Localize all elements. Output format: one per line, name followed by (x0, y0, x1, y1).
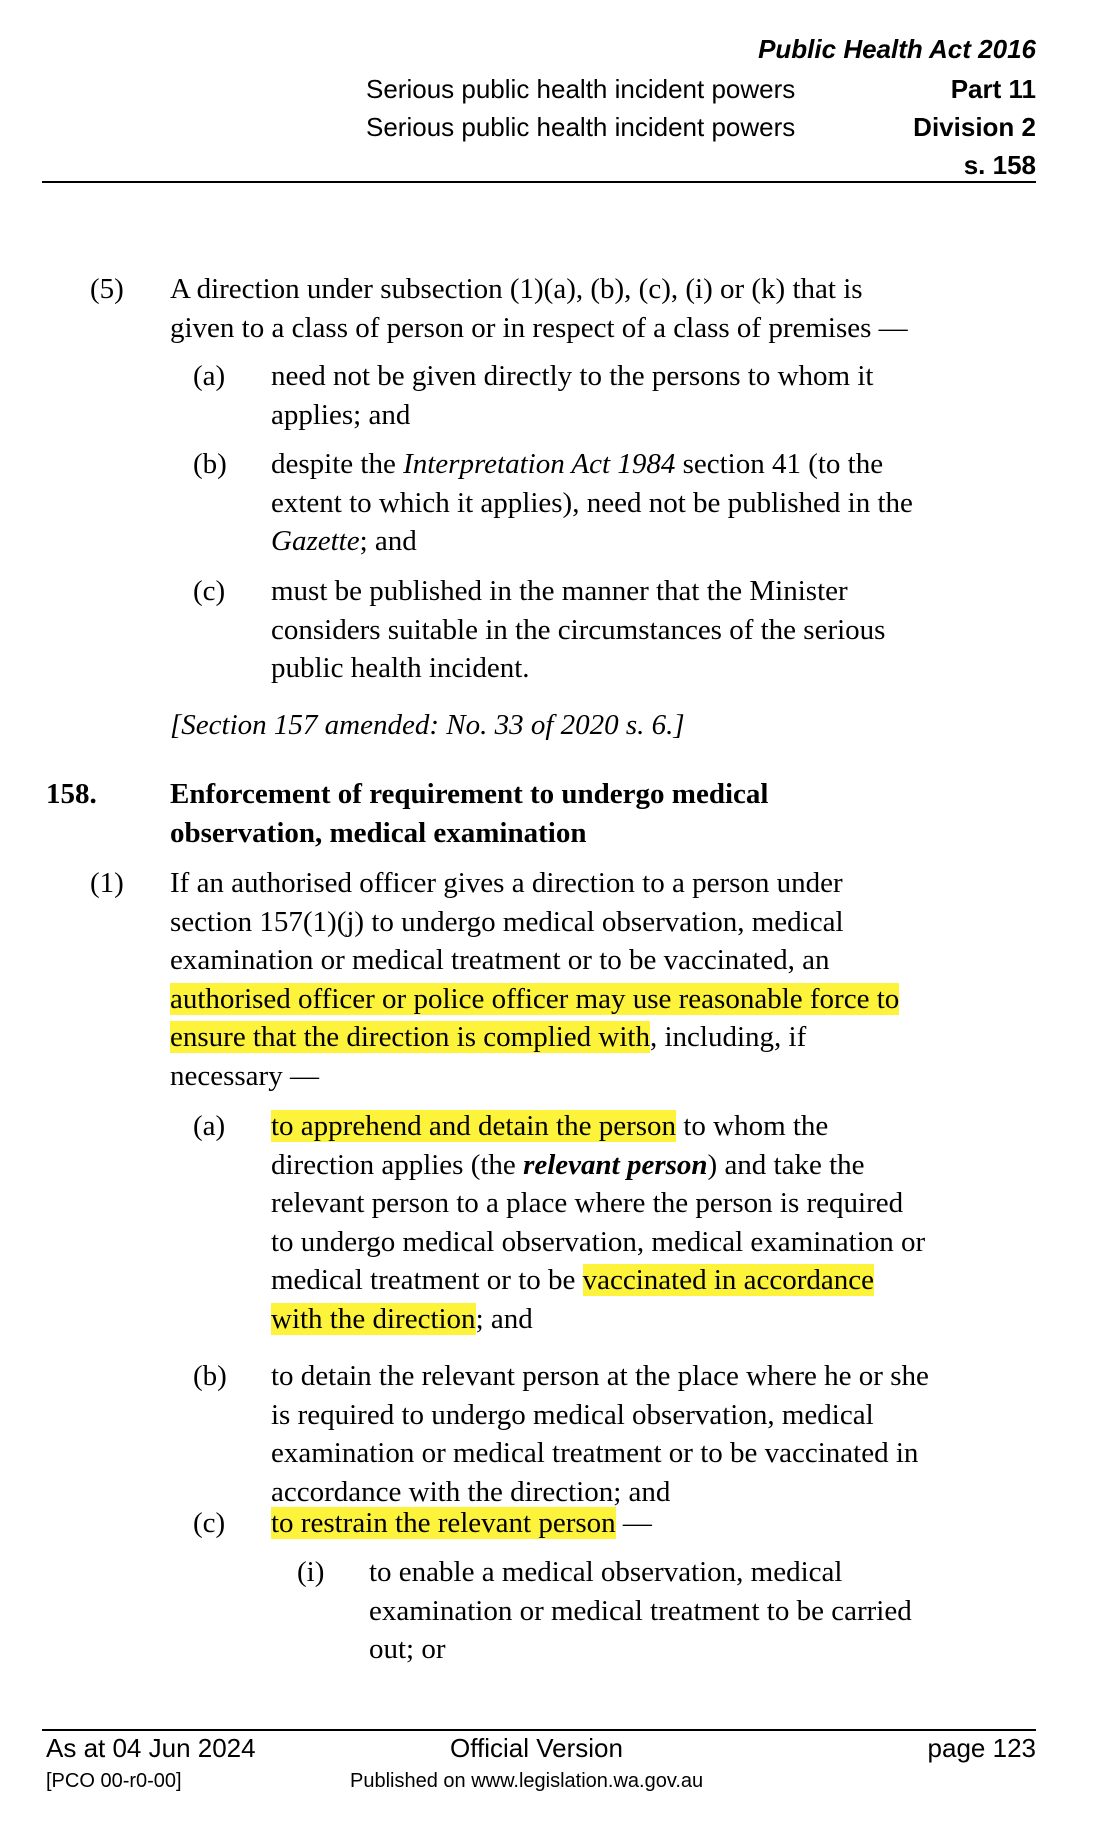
text-line: extent to which it applies), need not be published in the (271, 486, 913, 519)
subsection-1-text (170, 864, 899, 1095)
footer-as-at: As at 04 Jun 2024 (46, 1733, 256, 1763)
text-line: is required to undergo medical observation, medical (271, 1398, 874, 1431)
header-section: s. 158 (963, 150, 1036, 180)
text-line: If an authorised officer gives a direction to a person under (170, 867, 843, 899)
text-line: public health incident. (271, 652, 530, 684)
text-line (271, 1107, 925, 1146)
text-line: section 157(1)(j) to undergo medical observation, medical (170, 905, 844, 938)
subsection-number: (1) (90, 867, 124, 899)
header-rule (42, 181, 1036, 183)
act-citation: Interpretation Act 1984 (403, 448, 676, 480)
highlighted-text: to restrain the relevant person (271, 1507, 616, 1539)
text-run: ) and take the (707, 1148, 865, 1181)
text-run: ; and (359, 525, 417, 557)
highlighted-text: vaccinated in accordance (582, 1264, 875, 1296)
text-line (271, 445, 913, 484)
text-line (170, 1018, 899, 1057)
paragraph-a-text (271, 357, 873, 434)
text-run: to whom the (676, 1110, 829, 1142)
paragraph-number: (b) (193, 448, 227, 480)
subsection-text (170, 270, 908, 347)
text-line: examination or medical treatment to be carried (369, 1594, 912, 1627)
text-line: examination or medical treatment or to be vaccinated, an (170, 944, 830, 976)
text-run: section 41 (to the (675, 448, 884, 480)
gazette-italic: Gazette (271, 525, 360, 557)
footer-rule (42, 1729, 1036, 1731)
text-line: accordance with the direction; and (271, 1475, 671, 1508)
text-run: — (615, 1507, 652, 1539)
paragraph-c-text (271, 572, 885, 688)
text-line: to enable a medical observation, medical (369, 1556, 843, 1588)
header-division-value: Division 2 (913, 112, 1036, 142)
paragraph-number: (c) (193, 1507, 226, 1539)
text-line (271, 522, 913, 561)
header-division-label: Serious public health incident powers (366, 112, 796, 142)
text-line (271, 1146, 925, 1185)
subparagraph-number: (i) (297, 1556, 325, 1588)
text-line: necessary — (170, 1059, 319, 1092)
text-line (271, 1300, 925, 1339)
paragraph-number: (c) (193, 575, 226, 607)
header-part-row (366, 74, 1036, 105)
text-line: A direction under subsection (1)(a), (b), (c), (i) or (k) that is (170, 273, 863, 305)
footer-published-url: Published on www.legislation.wa.gov.au (350, 1770, 704, 1792)
highlighted-text: with the direction (271, 1302, 476, 1335)
text-run: despite the (271, 448, 404, 480)
paragraph-a-text (271, 1107, 925, 1338)
paragraph-number: (a) (193, 1110, 226, 1142)
highlighted-text: ensure that the direction is complied with (170, 1021, 650, 1053)
paragraph-number: (b) (193, 1360, 227, 1392)
footer-pco-code: [PCO 00-r0-00] (46, 1770, 182, 1792)
defined-term: relevant person (523, 1148, 708, 1181)
highlighted-text: authorised officer or police officer may use reasonable force to (170, 982, 900, 1015)
text-line: relevant person to a place where the person is required (271, 1187, 904, 1219)
text-run: direction applies (the (271, 1148, 524, 1181)
paragraph-b-text (271, 445, 913, 561)
text-line: out; or (369, 1633, 446, 1665)
text-line (271, 1261, 925, 1300)
text-run: medical treatment or to be (271, 1264, 583, 1296)
text-run: , including, if (650, 1021, 807, 1053)
header-part-value: Part 11 (950, 74, 1036, 104)
text-line: applies; and (271, 398, 411, 431)
heading-line: observation, medical examination (170, 816, 587, 849)
act-title: Public Health Act 2016 (758, 34, 1036, 64)
text-line: given to a class of person or in respect of a class of premises — (170, 311, 908, 344)
section-number: 158. (46, 778, 97, 810)
text-line: need not be given directly to the persons to whom it (271, 360, 874, 392)
text-line: to detain the relevant person at the place where he or she (271, 1360, 929, 1392)
section-heading (170, 775, 768, 852)
footer-page-number: page 123 (927, 1733, 1036, 1763)
header-part-label: Serious public health incident powers (366, 74, 796, 104)
footer-official-version: Official Version (450, 1733, 623, 1763)
text-line: to undergo medical observation, medical examination or (271, 1225, 926, 1258)
text-line (271, 1504, 652, 1543)
text-line: must be published in the manner that the Minister (271, 575, 848, 607)
header-division-row (366, 112, 1036, 143)
subparagraph-i-text (369, 1553, 912, 1669)
paragraph-number: (a) (193, 360, 226, 392)
subsection-number: (5) (90, 273, 124, 305)
paragraph-c-text (271, 1504, 652, 1543)
text-run: ; and (475, 1302, 533, 1335)
text-line: considers suitable in the circumstances of the serious (271, 613, 886, 646)
text-line (170, 980, 899, 1019)
highlighted-text: to apprehend and detain the person (271, 1110, 677, 1142)
amendment-note: [Section 157 amended: No. 33 of 2020 s. 6.] (170, 709, 685, 741)
paragraph-b-text (271, 1357, 929, 1511)
text-line: examination or medical treatment or to be vaccinated in (271, 1437, 919, 1469)
heading-line: Enforcement of requirement to undergo medical (170, 778, 769, 810)
